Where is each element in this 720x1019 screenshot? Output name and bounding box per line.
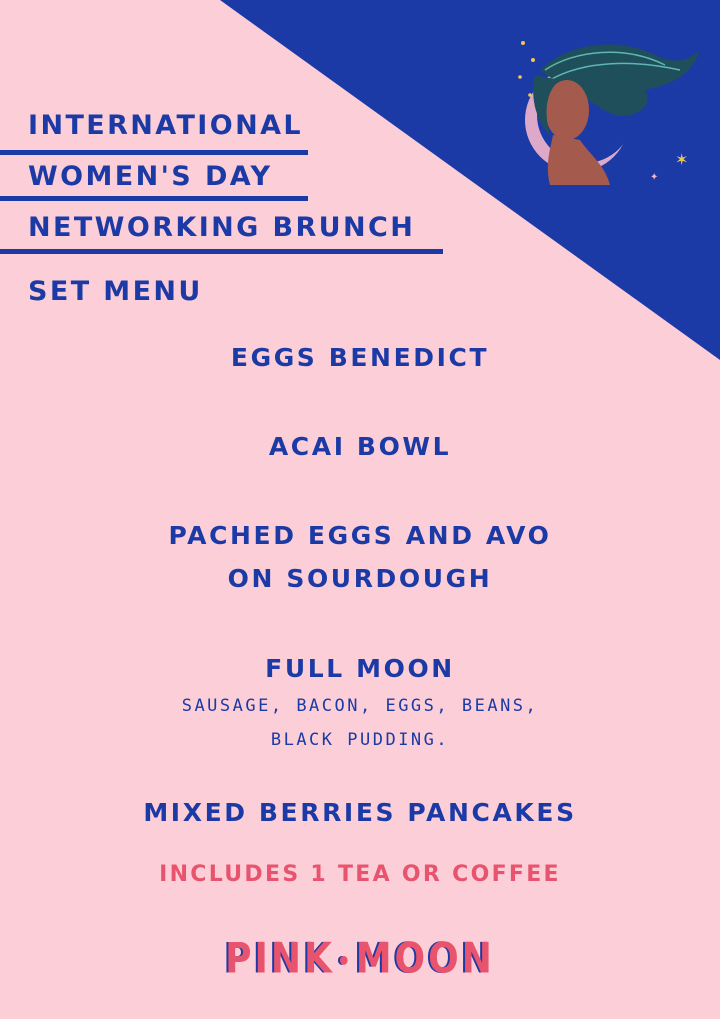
menu-item-acai-bowl: ACAI BOWL	[268, 432, 452, 461]
includes-note: INCLUDES 1 TEA OR COFFEE	[159, 862, 561, 887]
svg-text:✦: ✦	[650, 172, 659, 183]
menu-item-poached-eggs-line2: ON SOURDOUGH	[227, 564, 493, 593]
logo-left-text: PINK	[225, 934, 335, 984]
title-rule-1	[0, 150, 308, 155]
pink-moon-logo	[0, 935, 720, 983]
title-line-2: WOMEN'S DAY	[28, 161, 273, 192]
full-moon-description-line2: BLACK PUDDING.	[270, 730, 450, 750]
set-menu-heading: SET MENU	[28, 276, 203, 307]
title-line-3: NETWORKING BRUNCH	[28, 212, 416, 243]
logo-right-text: MOON	[355, 934, 495, 984]
title-line-1: INTERNATIONAL	[28, 110, 304, 141]
menu-item-mixed-berries-pancakes: MIXED BERRIES PANCAKES	[143, 798, 577, 827]
title-rule-3	[0, 249, 443, 254]
full-moon-description-line1: SAUSAGE, BACON, EGGS, BEANS,	[181, 696, 539, 716]
menu-item-eggs-benedict: EGGS BENEDICT	[230, 343, 490, 372]
menu-item-full-moon: FULL MOON	[265, 654, 455, 683]
title-block	[0, 0, 720, 320]
title-rule-2	[0, 196, 308, 201]
logo-separator: •	[336, 946, 354, 976]
menu-item-poached-eggs-line1: PACHED EGGS AND AVO	[168, 521, 552, 550]
svg-text:✶: ✶	[675, 150, 689, 169]
